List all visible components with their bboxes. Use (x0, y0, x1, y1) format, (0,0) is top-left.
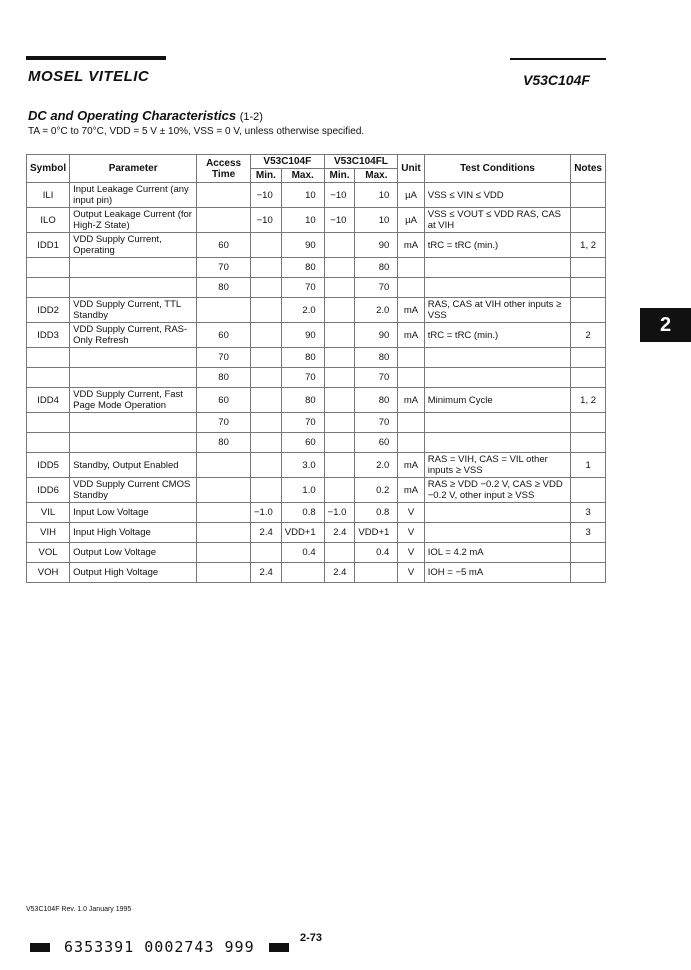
cell-min2 (324, 278, 355, 298)
cell-symbol: IDD5 (27, 453, 70, 478)
cell-access (197, 543, 251, 563)
cell-symbol: VOH (27, 563, 70, 583)
table-row (27, 543, 606, 563)
cell-min1: 2.4 (250, 523, 281, 543)
cell-notes: 2 (571, 323, 606, 348)
cell-max1: 0.8 (281, 503, 324, 523)
cell-notes (571, 413, 606, 433)
section-title-text: DC and Operating Characteristics (28, 108, 237, 123)
barcode-block-left (30, 943, 50, 952)
cell-symbol: ILO (27, 208, 70, 233)
col-max-1: Max. (281, 169, 324, 183)
cell-min1 (250, 433, 281, 453)
cell-min1 (250, 233, 281, 258)
cell-symbol: IDD1 (27, 233, 70, 258)
cell-min2 (324, 348, 355, 368)
table-row (27, 278, 606, 298)
cell-cond: tRC = tRC (min.) (424, 233, 570, 258)
cell-min1 (250, 478, 281, 503)
cell-min1 (250, 278, 281, 298)
cell-access (197, 208, 251, 233)
cell-unit (398, 348, 424, 368)
cell-unit: µA (398, 183, 424, 208)
cell-min2 (324, 453, 355, 478)
cell-unit: mA (398, 453, 424, 478)
cell-min2 (324, 543, 355, 563)
col-access-time: Access Time (197, 155, 251, 183)
col-group-v53c104f: V53C104F (250, 155, 324, 169)
cell-min2: 2.4 (324, 563, 355, 583)
cell-unit (398, 368, 424, 388)
cell-min2 (324, 388, 355, 413)
cell-cond: Minimum Cycle (424, 388, 570, 413)
col-min-1: Min. (250, 169, 281, 183)
table-row (27, 233, 606, 258)
cell-min1 (250, 543, 281, 563)
cell-notes (571, 258, 606, 278)
cell-parameter: Standby, Output Enabled (70, 453, 197, 478)
cell-min1 (250, 453, 281, 478)
cell-symbol: VIL (27, 503, 70, 523)
cell-max1: 3.0 (281, 453, 324, 478)
operating-conditions: TA = 0°C to 70°C, VDD = 5 V ± 10%, VSS = 0 V, unless otherwise specified. (28, 126, 365, 137)
cell-min2: −10 (324, 208, 355, 233)
cell-unit: mA (398, 323, 424, 348)
cell-max1: 1.0 (281, 478, 324, 503)
cell-max2: 80 (355, 388, 398, 413)
table-row (27, 368, 606, 388)
table-row (27, 433, 606, 453)
cell-unit: V (398, 503, 424, 523)
cell-access (197, 298, 251, 323)
cell-min1 (250, 298, 281, 323)
col-parameter: Parameter (70, 155, 197, 183)
table-row (27, 453, 606, 478)
section-title-ref: (1-2) (239, 111, 263, 123)
cell-max1: 70 (281, 413, 324, 433)
cell-symbol: IDD3 (27, 323, 70, 348)
cell-symbol: IDD2 (27, 298, 70, 323)
cell-access (197, 503, 251, 523)
cell-cond (424, 278, 570, 298)
cell-min2 (324, 478, 355, 503)
cell-max1: 70 (281, 368, 324, 388)
cell-unit: V (398, 543, 424, 563)
page-number: 2-73 (300, 932, 323, 944)
cell-unit: mA (398, 478, 424, 503)
cell-parameter: VDD Supply Current, Operating (70, 233, 197, 258)
cell-max1: 2.0 (281, 298, 324, 323)
cell-max1: 90 (281, 323, 324, 348)
cell-cond (424, 523, 570, 543)
cell-notes (571, 278, 606, 298)
cell-parameter (70, 278, 197, 298)
cell-access: 70 (197, 348, 251, 368)
cell-min2 (324, 433, 355, 453)
cell-parameter: VDD Supply Current, Fast Page Mode Operation (70, 388, 197, 413)
cell-min2 (324, 298, 355, 323)
cell-notes: 3 (571, 503, 606, 523)
part-number: V53C104F (523, 72, 590, 88)
cell-max2: VDD+1 (355, 523, 398, 543)
cell-symbol: IDD4 (27, 388, 70, 413)
cell-min1: −10 (250, 183, 281, 208)
cell-cond: RAS, CAS at VIH other inputs ≥ VSS (424, 298, 570, 323)
cell-cond (424, 503, 570, 523)
cell-parameter (70, 368, 197, 388)
col-unit: Unit (398, 155, 424, 183)
cell-access: 80 (197, 433, 251, 453)
cell-max2: 2.0 (355, 453, 398, 478)
cell-parameter (70, 433, 197, 453)
cell-min2: 2.4 (324, 523, 355, 543)
cell-symbol (27, 368, 70, 388)
table-row (27, 413, 606, 433)
cell-min2 (324, 233, 355, 258)
col-symbol: Symbol (27, 155, 70, 183)
cell-symbol (27, 278, 70, 298)
cell-max2 (355, 563, 398, 583)
cell-min1 (250, 348, 281, 368)
cell-unit: V (398, 563, 424, 583)
cell-max2: 90 (355, 323, 398, 348)
cell-max2: 70 (355, 368, 398, 388)
cell-parameter: Input High Voltage (70, 523, 197, 543)
cell-min2: −10 (324, 183, 355, 208)
cell-cond (424, 413, 570, 433)
cell-max1: 80 (281, 388, 324, 413)
table-row (27, 388, 606, 413)
cell-min1 (250, 323, 281, 348)
cell-cond: RAS ≥ VDD −0.2 V, CAS ≥ VDD −0.2 V, other input ≥ VSS (424, 478, 570, 503)
cell-cond: VSS ≤ VOUT ≤ VDD RAS, CAS at VIH (424, 208, 570, 233)
cell-notes: 3 (571, 523, 606, 543)
cell-symbol (27, 433, 70, 453)
cell-min2 (324, 368, 355, 388)
cell-notes: 1 (571, 453, 606, 478)
table-body (27, 183, 606, 583)
cell-notes: 1, 2 (571, 233, 606, 258)
cell-unit: mA (398, 298, 424, 323)
cell-notes (571, 543, 606, 563)
cell-parameter (70, 258, 197, 278)
cell-access (197, 183, 251, 208)
cell-max1: 0.4 (281, 543, 324, 563)
header-rule-left (26, 56, 166, 60)
cell-symbol: VIH (27, 523, 70, 543)
cell-max1: 80 (281, 348, 324, 368)
cell-notes (571, 478, 606, 503)
cell-max2: 80 (355, 258, 398, 278)
cell-symbol: IDD6 (27, 478, 70, 503)
cell-access: 80 (197, 278, 251, 298)
barcode-block-right (269, 943, 289, 952)
cell-unit (398, 433, 424, 453)
cell-min2 (324, 413, 355, 433)
cell-cond: IOH = −5 mA (424, 563, 570, 583)
dc-characteristics-table (26, 154, 606, 583)
col-max-2: Max. (355, 169, 398, 183)
cell-symbol: VOL (27, 543, 70, 563)
cell-max2: 60 (355, 433, 398, 453)
cell-cond (424, 433, 570, 453)
cell-access: 70 (197, 413, 251, 433)
cell-parameter: Output High Voltage (70, 563, 197, 583)
cell-max2: 0.8 (355, 503, 398, 523)
cell-unit (398, 258, 424, 278)
cell-cond: tRC = tRC (min.) (424, 323, 570, 348)
cell-max2: 0.4 (355, 543, 398, 563)
cell-min1: −10 (250, 208, 281, 233)
cell-parameter: VDD Supply Current, RAS-Only Refresh (70, 323, 197, 348)
cell-notes (571, 348, 606, 368)
cell-notes (571, 368, 606, 388)
table-row (27, 183, 606, 208)
cell-symbol: ILI (27, 183, 70, 208)
cell-unit: mA (398, 388, 424, 413)
cell-max1: 80 (281, 258, 324, 278)
cell-unit: mA (398, 233, 424, 258)
cell-max2: 10 (355, 208, 398, 233)
cell-min2 (324, 323, 355, 348)
cell-max1: VDD+1 (281, 523, 324, 543)
cell-parameter (70, 348, 197, 368)
cell-min1 (250, 388, 281, 413)
col-test-conditions: Test Conditions (424, 155, 570, 183)
cell-parameter: Output Low Voltage (70, 543, 197, 563)
table-row (27, 478, 606, 503)
cell-max2: 10 (355, 183, 398, 208)
cell-parameter: Input Low Voltage (70, 503, 197, 523)
cell-access: 60 (197, 388, 251, 413)
cell-access (197, 453, 251, 478)
cell-notes (571, 183, 606, 208)
revision-note: V53C104F Rev. 1.0 January 1995 (26, 906, 132, 913)
cell-access: 60 (197, 323, 251, 348)
cell-cond: IOL = 4.2 mA (424, 543, 570, 563)
table-row (27, 348, 606, 368)
table-header-row (27, 155, 606, 169)
cell-min1 (250, 258, 281, 278)
cell-parameter: VDD Supply Current CMOS Standby (70, 478, 197, 503)
barcode (26, 938, 293, 956)
cell-notes: 1, 2 (571, 388, 606, 413)
cell-parameter (70, 413, 197, 433)
table-row (27, 523, 606, 543)
cell-min2 (324, 258, 355, 278)
cell-min1: −1.0 (250, 503, 281, 523)
col-min-2: Min. (324, 169, 355, 183)
cell-max1: 90 (281, 233, 324, 258)
table-row (27, 258, 606, 278)
cell-min2: −1.0 (324, 503, 355, 523)
cell-symbol (27, 348, 70, 368)
cell-access: 80 (197, 368, 251, 388)
barcode-text: 6353391 0002743 999 (64, 938, 255, 956)
cell-min1 (250, 368, 281, 388)
cell-parameter: Input Leakage Current (any input pin) (70, 183, 197, 208)
section-title (28, 108, 263, 123)
cell-max2: 90 (355, 233, 398, 258)
brand-logo-text: MOSEL VITELIC (28, 68, 150, 85)
table-row (27, 563, 606, 583)
cell-max1: 10 (281, 183, 324, 208)
header-rule-right (510, 58, 606, 60)
cell-symbol (27, 413, 70, 433)
table-row (27, 208, 606, 233)
cell-notes (571, 563, 606, 583)
cell-access (197, 523, 251, 543)
cell-min1: 2.4 (250, 563, 281, 583)
cell-parameter: VDD Supply Current, TTL Standby (70, 298, 197, 323)
cell-cond: VSS ≤ VIN ≤ VDD (424, 183, 570, 208)
cell-unit: V (398, 523, 424, 543)
table-row (27, 323, 606, 348)
table-row (27, 298, 606, 323)
cell-max2: 70 (355, 413, 398, 433)
cell-max2: 80 (355, 348, 398, 368)
cell-access: 60 (197, 233, 251, 258)
cell-max1: 10 (281, 208, 324, 233)
chapter-tab-marker: 2 (640, 308, 691, 342)
cell-unit (398, 278, 424, 298)
cell-max2: 70 (355, 278, 398, 298)
cell-max1: 60 (281, 433, 324, 453)
cell-cond (424, 368, 570, 388)
cell-notes (571, 208, 606, 233)
col-notes: Notes (571, 155, 606, 183)
cell-max2: 0.2 (355, 478, 398, 503)
cell-max1: 70 (281, 278, 324, 298)
cell-cond: RAS = VIH, CAS = VIL other inputs ≥ VSS (424, 453, 570, 478)
table-row (27, 503, 606, 523)
cell-min1 (250, 413, 281, 433)
cell-access: 70 (197, 258, 251, 278)
col-group-v53c104fl: V53C104FL (324, 155, 398, 169)
cell-notes (571, 298, 606, 323)
cell-unit (398, 413, 424, 433)
cell-unit: µA (398, 208, 424, 233)
cell-cond (424, 258, 570, 278)
cell-notes (571, 433, 606, 453)
cell-max1 (281, 563, 324, 583)
cell-max2: 2.0 (355, 298, 398, 323)
cell-access (197, 478, 251, 503)
cell-cond (424, 348, 570, 368)
cell-access (197, 563, 251, 583)
cell-parameter: Output Leakage Current (for High-Z State) (70, 208, 197, 233)
cell-symbol (27, 258, 70, 278)
